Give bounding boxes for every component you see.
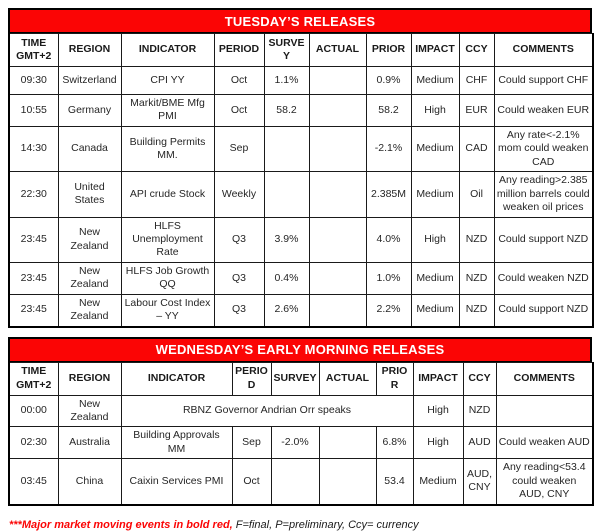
cell-prior: 4.0% bbox=[366, 217, 411, 262]
column-header-time: TIME GMT+2 bbox=[9, 362, 58, 395]
cell-prior: 53.4 bbox=[376, 459, 413, 505]
column-header-ccy: CCY bbox=[459, 34, 494, 67]
column-header-indicator: INDICATOR bbox=[121, 34, 214, 67]
table-row bbox=[9, 126, 593, 171]
cell-time: 14:30 bbox=[9, 126, 58, 171]
cell-survey: 3.9% bbox=[264, 217, 309, 262]
wednesday-title-bar bbox=[8, 337, 592, 362]
cell-ccy: AUD, CNY bbox=[463, 459, 496, 505]
cell-actual bbox=[319, 427, 376, 459]
column-header-comments: COMMENTS bbox=[496, 362, 593, 395]
tuesday-releases-section bbox=[8, 8, 592, 328]
cell-impact: Medium bbox=[411, 172, 459, 217]
table-row bbox=[9, 395, 593, 427]
cell-survey: 1.1% bbox=[264, 67, 309, 95]
cell-survey: 58.2 bbox=[264, 95, 309, 127]
table-row bbox=[9, 294, 593, 326]
column-header-row bbox=[9, 362, 593, 395]
cell-comments: Any reading<53.4 could weaken AUD, CNY bbox=[496, 459, 593, 505]
cell-indicator: HLFS Job Growth QQ bbox=[121, 262, 214, 294]
cell-impact: High bbox=[411, 217, 459, 262]
column-header-impact: IMPACT bbox=[411, 34, 459, 67]
cell-indicator: Building Permits MM. bbox=[121, 126, 214, 171]
table-row bbox=[9, 217, 593, 262]
cell-period: Q3 bbox=[214, 294, 264, 326]
cell-actual bbox=[309, 172, 366, 217]
footnote-highlight: ***Major market moving events in bold red, bbox=[9, 518, 233, 531]
column-header-region: REGION bbox=[58, 362, 121, 395]
cell-region: New Zealand bbox=[58, 395, 121, 427]
cell-ccy: Oil bbox=[459, 172, 494, 217]
cell-ccy: NZD bbox=[463, 395, 496, 427]
cell-indicator: Labour Cost Index – YY bbox=[121, 294, 214, 326]
cell-ccy: CHF bbox=[459, 67, 494, 95]
cell-ccy: NZD bbox=[459, 262, 494, 294]
cell-time: 00:00 bbox=[9, 395, 58, 427]
cell-prior: 1.0% bbox=[366, 262, 411, 294]
cell-comments: Could weaken EUR bbox=[494, 95, 593, 127]
cell-period: Oct bbox=[214, 95, 264, 127]
cell-impact: High bbox=[413, 427, 463, 459]
column-header-region: REGION bbox=[58, 34, 121, 67]
cell-comments: Could support NZD bbox=[494, 294, 593, 326]
column-header-row bbox=[9, 34, 593, 67]
cell-indicator: Markit/BME Mfg PMI bbox=[121, 95, 214, 127]
cell-prior: 6.8% bbox=[376, 427, 413, 459]
cell-comments bbox=[496, 395, 593, 427]
wednesday-releases-table bbox=[8, 362, 594, 506]
tuesday-releases-table bbox=[8, 33, 594, 328]
cell-prior: 0.9% bbox=[366, 67, 411, 95]
cell-region: China bbox=[58, 459, 121, 505]
column-header-prior: PRIOR bbox=[366, 34, 411, 67]
column-header-ccy: CCY bbox=[463, 362, 496, 395]
wednesday-releases-section bbox=[8, 337, 592, 506]
cell-region: Canada bbox=[58, 126, 121, 171]
column-header-actual: ACTUAL bbox=[309, 34, 366, 67]
cell-time: 03:45 bbox=[9, 459, 58, 505]
cell-period: Oct bbox=[214, 67, 264, 95]
cell-actual bbox=[309, 67, 366, 95]
cell-time: 22:30 bbox=[9, 172, 58, 217]
cell-comments: Could support CHF bbox=[494, 67, 593, 95]
column-header-time: TIME GMT+2 bbox=[9, 34, 58, 67]
cell-impact: Medium bbox=[411, 126, 459, 171]
cell-region: New Zealand bbox=[58, 294, 121, 326]
tuesday-title: TUESDAY’S RELEASES bbox=[224, 13, 376, 29]
cell-survey bbox=[264, 172, 309, 217]
tuesday-title-bar bbox=[8, 8, 592, 33]
cell-indicator: CPI YY bbox=[121, 67, 214, 95]
column-header-period: PERIOD bbox=[214, 34, 264, 67]
cell-period: Q3 bbox=[214, 217, 264, 262]
cell-region: New Zealand bbox=[58, 217, 121, 262]
cell-actual bbox=[309, 95, 366, 127]
footnote-legend: F=final, P=preliminary, Ccy= currency bbox=[232, 518, 419, 531]
cell-impact: Medium bbox=[411, 67, 459, 95]
cell-survey bbox=[264, 126, 309, 171]
cell-ccy: NZD bbox=[459, 217, 494, 262]
cell-indicator: API crude Stock bbox=[121, 172, 214, 217]
cell-region: Germany bbox=[58, 95, 121, 127]
table-row bbox=[9, 95, 593, 127]
cell-impact: Medium bbox=[413, 459, 463, 505]
cell-region: Switzerland bbox=[58, 67, 121, 95]
wednesday-title: WEDNESDAY’S EARLY MORNING RELEASES bbox=[155, 342, 445, 358]
cell-time: 23:45 bbox=[9, 294, 58, 326]
cell-region: New Zealand bbox=[58, 262, 121, 294]
cell-impact: High bbox=[413, 395, 463, 427]
table-row bbox=[9, 262, 593, 294]
cell-period: Q3 bbox=[214, 262, 264, 294]
cell-actual bbox=[309, 294, 366, 326]
cell-impact: Medium bbox=[411, 262, 459, 294]
cell-survey: 0.4% bbox=[264, 262, 309, 294]
column-header-indicator: INDICATOR bbox=[121, 362, 232, 395]
column-header-comments: COMMENTS bbox=[494, 34, 593, 67]
cell-actual bbox=[309, 262, 366, 294]
cell-prior: 2.2% bbox=[366, 294, 411, 326]
cell-prior: 58.2 bbox=[366, 95, 411, 127]
cell-comments: Could weaken NZD bbox=[494, 262, 593, 294]
column-header-period: PERIOD bbox=[232, 362, 271, 395]
cell-period: Sep bbox=[232, 427, 271, 459]
cell-survey: 2.6% bbox=[264, 294, 309, 326]
cell-comments: Could support NZD bbox=[494, 217, 593, 262]
cell-impact: High bbox=[411, 95, 459, 127]
cell-ccy: CAD bbox=[459, 126, 494, 171]
cell-comments: Any reading>2.385 million barrels could weaken oil prices bbox=[494, 172, 593, 217]
cell-survey: -2.0% bbox=[271, 427, 319, 459]
cell-prior: -2.1% bbox=[366, 126, 411, 171]
cell-period: Sep bbox=[214, 126, 264, 171]
cell-prior: 2.385M bbox=[366, 172, 411, 217]
column-header-impact: IMPACT bbox=[413, 362, 463, 395]
cell-region: Australia bbox=[58, 427, 121, 459]
cell-ccy: EUR bbox=[459, 95, 494, 127]
cell-time: 10:55 bbox=[9, 95, 58, 127]
cell-survey bbox=[271, 459, 319, 505]
table-row bbox=[9, 459, 593, 505]
column-header-survey: SURVEY bbox=[271, 362, 319, 395]
cell-indicator: RBNZ Governor Andrian Orr speaks bbox=[121, 395, 413, 427]
cell-time: 02:30 bbox=[9, 427, 58, 459]
cell-indicator: Caixin Services PMI bbox=[121, 459, 232, 505]
cell-period: Oct bbox=[232, 459, 271, 505]
cell-actual bbox=[309, 217, 366, 262]
cell-time: 09:30 bbox=[9, 67, 58, 95]
table-row bbox=[9, 172, 593, 217]
cell-ccy: NZD bbox=[459, 294, 494, 326]
cell-impact: Medium bbox=[411, 294, 459, 326]
cell-time: 23:45 bbox=[9, 217, 58, 262]
cell-ccy: AUD bbox=[463, 427, 496, 459]
table-row bbox=[9, 67, 593, 95]
table-row bbox=[9, 427, 593, 459]
cell-indicator: HLFS Unemployment Rate bbox=[121, 217, 214, 262]
column-header-survey: SURVEY bbox=[264, 34, 309, 67]
cell-period: Weekly bbox=[214, 172, 264, 217]
footnote bbox=[8, 519, 592, 531]
column-header-actual: ACTUAL bbox=[319, 362, 376, 395]
cell-actual bbox=[319, 459, 376, 505]
cell-region: United States bbox=[58, 172, 121, 217]
cell-comments: Any rate<-2.1% mom could weaken CAD bbox=[494, 126, 593, 171]
cell-time: 23:45 bbox=[9, 262, 58, 294]
cell-indicator: Building Approvals MM bbox=[121, 427, 232, 459]
cell-comments: Could weaken AUD bbox=[496, 427, 593, 459]
column-header-prior: PRIOR bbox=[376, 362, 413, 395]
cell-actual bbox=[309, 126, 366, 171]
